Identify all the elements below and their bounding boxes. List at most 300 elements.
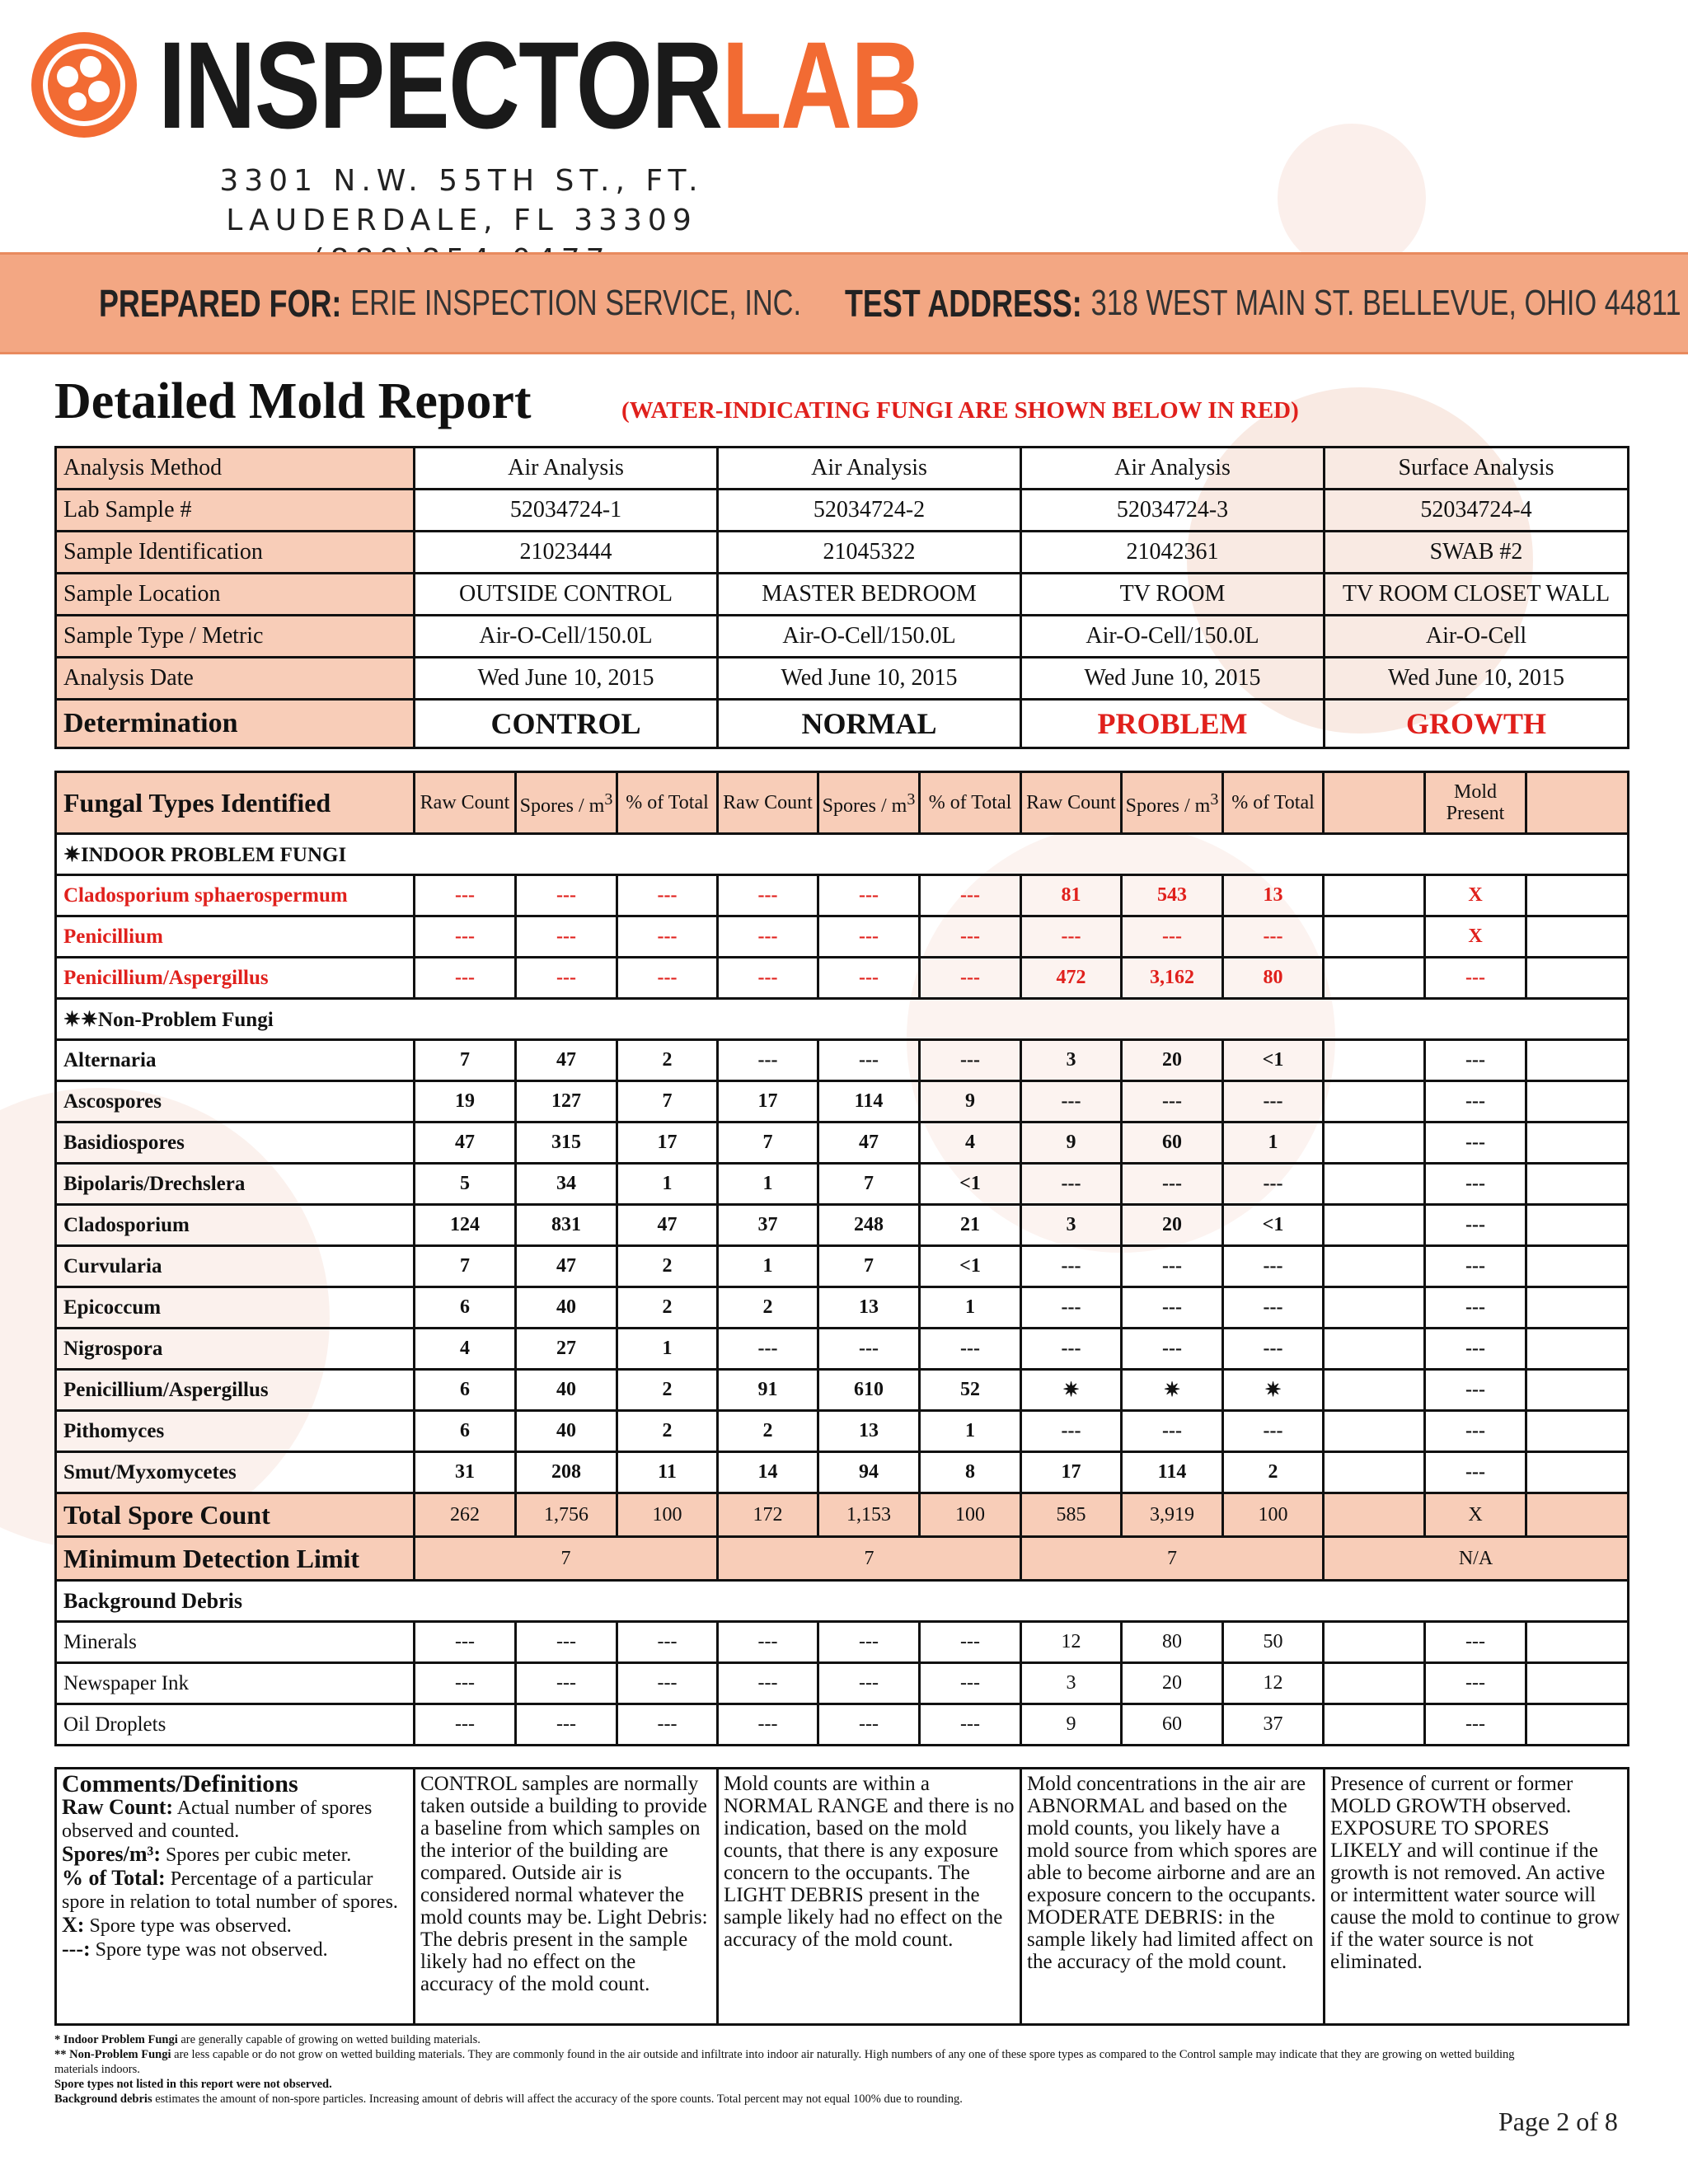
footnote-problem-fungi xyxy=(54,2032,1522,2047)
count-cell: 1 xyxy=(617,1329,718,1370)
count-cell: --- xyxy=(516,958,617,999)
fungus-row xyxy=(56,1411,1629,1452)
count-cell: 17 xyxy=(718,1081,818,1122)
summary-row xyxy=(56,490,1629,532)
determination-label: Determination xyxy=(56,700,415,748)
spores-header-sup: 3 xyxy=(604,790,613,808)
summary-value: TV ROOM CLOSET WALL xyxy=(1325,574,1629,616)
count-cell: 1 xyxy=(1223,1122,1324,1164)
fungus-name: Pithomyces xyxy=(56,1411,415,1452)
count-cell xyxy=(1526,1081,1629,1122)
count-cell xyxy=(1324,1081,1425,1122)
count-cell xyxy=(1324,1704,1425,1746)
count-cell: 2 xyxy=(617,1246,718,1287)
footnote-non-problem-fungi xyxy=(54,2047,1522,2077)
count-cell: 17 xyxy=(617,1122,718,1164)
count-cell: --- xyxy=(1122,916,1223,958)
count-cell: --- xyxy=(516,1622,617,1663)
count-cell: 2 xyxy=(617,1370,718,1411)
count-cell: 8 xyxy=(920,1452,1021,1493)
count-cell: 60 xyxy=(1122,1704,1223,1746)
summary-value: 52034724-2 xyxy=(718,490,1021,532)
count-cell: --- xyxy=(617,1663,718,1704)
count-cell xyxy=(1324,1040,1425,1081)
empty-header xyxy=(1526,772,1629,834)
fungus-name: Oil Droplets xyxy=(56,1704,415,1746)
count-cell: 6 xyxy=(415,1370,516,1411)
count-cell: --- xyxy=(920,1622,1021,1663)
spores-header-sup: 3 xyxy=(1210,790,1219,808)
fungus-name: Penicillium xyxy=(56,916,415,958)
count-cell: --- xyxy=(1425,1452,1526,1493)
count-cell xyxy=(1324,1370,1425,1411)
count-cell: --- xyxy=(920,1329,1021,1370)
count-cell: 19 xyxy=(415,1081,516,1122)
count-cell: 1 xyxy=(920,1411,1021,1452)
fungus-row xyxy=(56,1452,1629,1493)
count-cell: --- xyxy=(1223,1081,1324,1122)
mdl-value: 7 xyxy=(415,1537,718,1581)
footnotes xyxy=(54,2032,1522,2107)
count-cell xyxy=(1324,875,1425,916)
count-cell: --- xyxy=(617,916,718,958)
count-cell: 13 xyxy=(818,1411,920,1452)
count-cell: 3 xyxy=(1021,1040,1122,1081)
summary-value: Air-O-Cell/150.0L xyxy=(1021,616,1325,658)
summary-value: Air-O-Cell xyxy=(1325,616,1629,658)
footnote-text: are generally capable of growing on wetted building materials. xyxy=(177,2033,481,2046)
count-cell xyxy=(1324,1205,1425,1246)
count-cell: 9 xyxy=(920,1081,1021,1122)
count-cell: 47 xyxy=(516,1246,617,1287)
prepared-for-label: PREPARED FOR: xyxy=(99,282,342,325)
count-cell xyxy=(1526,958,1629,999)
count-cell xyxy=(1324,1122,1425,1164)
count-cell xyxy=(1526,1411,1629,1452)
footnote-text: are less capable or do not grow on wetted building materials. They are commonly found in the air outside and infiltrate into indoor air naturally. High numbers of any one of these spore types as compared to the Control sample may indicate that they are growing on wetted building materials indoors. xyxy=(54,2048,1515,2076)
count-cell: --- xyxy=(718,916,818,958)
fungus-name: Basidiospores xyxy=(56,1122,415,1164)
summary-value: Wed June 10, 2015 xyxy=(1021,658,1325,700)
summary-value: 21045322 xyxy=(718,532,1021,574)
prepared-for-value: ERIE INSPECTION SERVICE, INC. xyxy=(350,283,801,323)
count-cell: <1 xyxy=(920,1164,1021,1205)
count-cell: --- xyxy=(516,1704,617,1746)
count-cell: --- xyxy=(1425,1164,1526,1205)
empty-header xyxy=(1324,772,1425,834)
count-cell: 3 xyxy=(1021,1663,1122,1704)
dash-definition: Spore type was not observed. xyxy=(90,1939,328,1961)
count-cell: 7 xyxy=(718,1122,818,1164)
water-indicating-note: (WATER-INDICATING FUNGI ARE SHOWN BELOW IN RED) xyxy=(621,397,1299,424)
count-cell: --- xyxy=(1223,916,1324,958)
summary-value: Air-O-Cell/150.0L xyxy=(415,616,718,658)
fungal-header-row xyxy=(56,772,1629,834)
debris-row xyxy=(56,1663,1629,1704)
count-cell: 7 xyxy=(415,1246,516,1287)
fungal-header-title: Fungal Types Identified xyxy=(56,772,415,834)
count-cell: <1 xyxy=(1223,1040,1324,1081)
count-cell: 114 xyxy=(818,1081,920,1122)
footnote-term: ** Non-Problem Fungi xyxy=(54,2048,171,2061)
count-cell: --- xyxy=(415,1704,516,1746)
count-cell: 52 xyxy=(920,1370,1021,1411)
spores-header-text: Spores / m xyxy=(822,795,907,817)
fungus-name: Total Spore Count xyxy=(56,1493,415,1537)
count-cell: 13 xyxy=(1223,875,1324,916)
count-cell: 2 xyxy=(617,1287,718,1329)
count-cell: 100 xyxy=(1223,1493,1324,1537)
count-cell: --- xyxy=(516,875,617,916)
count-cell xyxy=(1324,916,1425,958)
count-cell: --- xyxy=(1021,1164,1122,1205)
mold-present-header: Mold Present xyxy=(1425,772,1526,834)
summary-value: 52034724-1 xyxy=(415,490,718,532)
determination-value: PROBLEM xyxy=(1021,700,1325,748)
count-cell: --- xyxy=(818,958,920,999)
prepared-for xyxy=(99,255,801,352)
report-title: Detailed Mold Report xyxy=(54,373,532,429)
count-cell xyxy=(1324,1287,1425,1329)
fungus-name: Curvularia xyxy=(56,1246,415,1287)
count-cell: 7 xyxy=(818,1164,920,1205)
count-cell: 127 xyxy=(516,1081,617,1122)
background-debris-section xyxy=(56,1581,1629,1622)
percent-header: % of Total xyxy=(617,772,718,834)
count-cell: 1 xyxy=(920,1287,1021,1329)
count-cell xyxy=(1324,1411,1425,1452)
footnote-term: * Indoor Problem Fungi xyxy=(54,2033,178,2046)
debris-row xyxy=(56,1622,1629,1663)
count-cell: --- xyxy=(1223,1287,1324,1329)
count-cell: 13 xyxy=(818,1287,920,1329)
count-cell: 40 xyxy=(516,1287,617,1329)
count-cell: --- xyxy=(1425,1411,1526,1452)
count-cell: --- xyxy=(617,875,718,916)
spores-header xyxy=(1122,772,1223,834)
count-cell: --- xyxy=(920,875,1021,916)
count-cell: --- xyxy=(1425,1329,1526,1370)
count-cell: 124 xyxy=(415,1205,516,1246)
count-cell xyxy=(1526,1493,1629,1537)
non-problem-fungi-section xyxy=(56,999,1629,1040)
count-cell: 3 xyxy=(1021,1205,1122,1246)
count-cell: --- xyxy=(1425,1287,1526,1329)
count-cell xyxy=(1526,1122,1629,1164)
count-cell xyxy=(1324,1329,1425,1370)
count-cell: --- xyxy=(1122,1329,1223,1370)
count-cell xyxy=(1526,1329,1629,1370)
count-cell: 831 xyxy=(516,1205,617,1246)
count-cell: 248 xyxy=(818,1205,920,1246)
dash-term: ---: xyxy=(62,1937,91,1961)
determination-value: NORMAL xyxy=(718,700,1021,748)
count-cell: 47 xyxy=(415,1122,516,1164)
definitions-cell xyxy=(56,1769,415,2025)
count-cell: 20 xyxy=(1122,1663,1223,1704)
summary-value: 21042361 xyxy=(1021,532,1325,574)
count-cell: --- xyxy=(415,875,516,916)
count-cell: --- xyxy=(1425,1040,1526,1081)
count-cell xyxy=(1324,1493,1425,1537)
summary-value: Wed June 10, 2015 xyxy=(1325,658,1629,700)
fungus-name: Cladosporium sphaerospermum xyxy=(56,875,415,916)
fungus-row xyxy=(56,1081,1629,1122)
count-cell: 12 xyxy=(1021,1622,1122,1663)
fungus-row xyxy=(56,1287,1629,1329)
count-cell: 2 xyxy=(617,1411,718,1452)
count-cell xyxy=(1526,1287,1629,1329)
count-cell: --- xyxy=(1223,1329,1324,1370)
count-cell: --- xyxy=(1021,1246,1122,1287)
summary-value: SWAB #2 xyxy=(1325,532,1629,574)
summary-label: Sample Type / Metric xyxy=(56,616,415,658)
count-cell: 9 xyxy=(1021,1122,1122,1164)
count-cell xyxy=(1526,875,1629,916)
count-cell: --- xyxy=(1021,1081,1122,1122)
footnote-term: Background debris xyxy=(54,2093,152,2106)
comments-definitions-table xyxy=(54,1767,1629,2026)
count-cell: 94 xyxy=(818,1452,920,1493)
footnote-background-debris xyxy=(54,2092,1522,2107)
count-cell: --- xyxy=(617,958,718,999)
determination-value: CONTROL xyxy=(415,700,718,748)
count-cell: X xyxy=(1425,875,1526,916)
count-cell: 543 xyxy=(1122,875,1223,916)
problem-fungus-row xyxy=(56,875,1629,916)
summary-value: Air Analysis xyxy=(718,448,1021,490)
count-cell: 2 xyxy=(718,1411,818,1452)
fungus-row xyxy=(56,1370,1629,1411)
summary-value: TV ROOM xyxy=(1021,574,1325,616)
spores-header xyxy=(516,772,617,834)
count-cell: --- xyxy=(415,916,516,958)
count-cell: --- xyxy=(920,1040,1021,1081)
fungus-name: Newspaper Ink xyxy=(56,1663,415,1704)
count-cell xyxy=(1526,1663,1629,1704)
count-cell: --- xyxy=(617,1704,718,1746)
count-cell: --- xyxy=(818,1040,920,1081)
footnote-not-listed xyxy=(54,2077,1522,2092)
count-cell: 12 xyxy=(1223,1663,1324,1704)
count-cell: 20 xyxy=(1122,1205,1223,1246)
count-cell xyxy=(1526,1452,1629,1493)
summary-label: Analysis Date xyxy=(56,658,415,700)
count-cell xyxy=(1526,916,1629,958)
logo xyxy=(30,15,1112,155)
prepared-for-band xyxy=(0,252,1688,354)
count-cell: 5 xyxy=(415,1164,516,1205)
brand-name-part1: INSPECTOR xyxy=(158,16,722,154)
fungal-types-table xyxy=(54,771,1629,1746)
count-cell: 3,919 xyxy=(1122,1493,1223,1537)
section-label: ✷INDOOR PROBLEM FUNGI xyxy=(56,834,1629,875)
fungus-name: Minerals xyxy=(56,1622,415,1663)
fungus-name: Alternaria xyxy=(56,1040,415,1081)
count-cell: 81 xyxy=(1021,875,1122,916)
count-cell: 11 xyxy=(617,1452,718,1493)
count-cell: 20 xyxy=(1122,1040,1223,1081)
count-cell: --- xyxy=(718,875,818,916)
count-cell: --- xyxy=(1223,1246,1324,1287)
mdl-value: N/A xyxy=(1324,1537,1629,1581)
count-cell: 100 xyxy=(920,1493,1021,1537)
count-cell: 2 xyxy=(617,1040,718,1081)
count-cell xyxy=(1324,1164,1425,1205)
footnote-term: Spore types not listed in this report were not observed. xyxy=(54,2078,332,2091)
problem-fungus-row xyxy=(56,916,1629,958)
raw-count-term: Raw Count: xyxy=(62,1795,174,1819)
count-cell: 50 xyxy=(1223,1622,1324,1663)
count-cell: --- xyxy=(718,1704,818,1746)
count-cell: --- xyxy=(718,1329,818,1370)
count-cell: 80 xyxy=(1122,1622,1223,1663)
count-cell: 4 xyxy=(920,1122,1021,1164)
count-cell: 60 xyxy=(1122,1122,1223,1164)
count-cell: --- xyxy=(1425,958,1526,999)
x-term: X: xyxy=(62,1913,85,1937)
count-cell: 9 xyxy=(1021,1704,1122,1746)
percent-definition: Percentage of a particular spore in relation to total number of spores. xyxy=(62,1868,398,1913)
debris-row xyxy=(56,1704,1629,1746)
count-cell: X xyxy=(1425,916,1526,958)
paw-logo-icon xyxy=(30,30,138,139)
comment-growth: Presence of current or former MOLD GROWTH observed. EXPOSURE TO SPORES LIKELY and will continue if the growth is not removed. An active or intermittent water source will cause the mold to continue to grow if the water source is not eliminated. xyxy=(1325,1769,1629,2025)
fungus-name: Ascospores xyxy=(56,1081,415,1122)
problem-fungi-section xyxy=(56,834,1629,875)
count-cell: --- xyxy=(1223,1411,1324,1452)
percent-header: % of Total xyxy=(1223,772,1324,834)
footnote-text: estimates the amount of non-spore particles. Increasing amount of debris will affect the accuracy of the spore counts. Total percent may not equal 100% due to rounding. xyxy=(152,2093,963,2106)
fungus-name: Nigrospora xyxy=(56,1329,415,1370)
count-cell: ✷ xyxy=(1223,1370,1324,1411)
count-cell: X xyxy=(1425,1493,1526,1537)
count-cell: --- xyxy=(1122,1411,1223,1452)
count-cell xyxy=(1324,1622,1425,1663)
determination-value: GROWTH xyxy=(1325,700,1629,748)
count-cell: 1 xyxy=(718,1246,818,1287)
count-cell xyxy=(1526,1370,1629,1411)
count-cell: 3,162 xyxy=(1122,958,1223,999)
count-cell: 585 xyxy=(1021,1493,1122,1537)
count-cell xyxy=(1526,1164,1629,1205)
count-cell: 262 xyxy=(415,1493,516,1537)
sample-summary-table xyxy=(54,446,1629,749)
count-cell: --- xyxy=(1425,1663,1526,1704)
summary-value: Wed June 10, 2015 xyxy=(415,658,718,700)
count-cell: --- xyxy=(516,916,617,958)
mdl-value: 7 xyxy=(1021,1537,1324,1581)
page-number: Page 2 of 8 xyxy=(1498,2107,1618,2136)
raw-count-header: Raw Count xyxy=(415,772,516,834)
count-cell: 610 xyxy=(818,1370,920,1411)
mdl-label: Minimum Detection Limit xyxy=(56,1537,415,1581)
section-label: ✷✷Non-Problem Fungi xyxy=(56,999,1629,1040)
spores-definition: Spores per cubic meter. xyxy=(160,1844,352,1866)
summary-label: Sample Identification xyxy=(56,532,415,574)
count-cell: --- xyxy=(617,1622,718,1663)
percent-header: % of Total xyxy=(920,772,1021,834)
count-cell: 6 xyxy=(415,1411,516,1452)
count-cell: 100 xyxy=(617,1493,718,1537)
count-cell: 472 xyxy=(1021,958,1122,999)
count-cell xyxy=(1526,1622,1629,1663)
count-cell: 315 xyxy=(516,1122,617,1164)
count-cell: 7 xyxy=(415,1040,516,1081)
raw-count-header: Raw Count xyxy=(718,772,818,834)
count-cell: --- xyxy=(1425,1370,1526,1411)
summary-value: Air Analysis xyxy=(415,448,718,490)
percent-term: % of Total: xyxy=(62,1866,166,1890)
count-cell: --- xyxy=(1122,1081,1223,1122)
count-cell: 1,153 xyxy=(818,1493,920,1537)
spores-term: Spores/m³: xyxy=(62,1842,161,1866)
count-cell: --- xyxy=(1021,916,1122,958)
summary-row xyxy=(56,658,1629,700)
count-cell: --- xyxy=(818,1663,920,1704)
count-cell xyxy=(1526,1040,1629,1081)
count-cell: --- xyxy=(718,1040,818,1081)
count-cell: --- xyxy=(920,1704,1021,1746)
count-cell: 7 xyxy=(818,1246,920,1287)
summary-row xyxy=(56,574,1629,616)
comment-control: CONTROL samples are normally taken outside a building to provide a baseline from which samples on the interior of the building are compared. Outside air is considered normal whatever the mold counts may be. Light Debris: The debris present in the sample likely had no effect on the accuracy of the mold count. xyxy=(415,1769,718,2025)
spores-header-text: Spores / m xyxy=(1125,795,1211,817)
count-cell: 21 xyxy=(920,1205,1021,1246)
count-cell: --- xyxy=(1425,1081,1526,1122)
fungus-name: Penicillium/Aspergillus xyxy=(56,1370,415,1411)
count-cell xyxy=(1324,1246,1425,1287)
fungus-name: Cladosporium xyxy=(56,1205,415,1246)
count-cell: --- xyxy=(818,916,920,958)
count-cell: 17 xyxy=(1021,1452,1122,1493)
count-cell: --- xyxy=(1425,1622,1526,1663)
problem-fungus-row xyxy=(56,958,1629,999)
address-line: 3301 N.W. 55TH ST., FT. LAUDERDALE, FL 33309 xyxy=(219,164,704,237)
count-cell: --- xyxy=(920,958,1021,999)
count-cell: --- xyxy=(516,1663,617,1704)
count-cell: ✷ xyxy=(1122,1370,1223,1411)
count-cell: <1 xyxy=(920,1246,1021,1287)
count-cell: --- xyxy=(1021,1411,1122,1452)
brand-name xyxy=(158,16,921,154)
summary-value: MASTER BEDROOM xyxy=(718,574,1021,616)
count-cell: --- xyxy=(718,1622,818,1663)
test-address-label: TEST ADDRESS: xyxy=(845,282,1082,325)
mdl-value: 7 xyxy=(718,1537,1021,1581)
summary-value: 21023444 xyxy=(415,532,718,574)
count-cell: 47 xyxy=(516,1040,617,1081)
count-cell: --- xyxy=(818,1329,920,1370)
count-cell: --- xyxy=(1425,1205,1526,1246)
raw-count-definition: Actual number of spores observed and counted. xyxy=(62,1797,373,1842)
comments-heading: Comments/Definitions xyxy=(62,1770,298,1797)
comment-normal: Mold counts are within a NORMAL RANGE and there is no indication, based on the mold counts, that there is any exposure concern to the occupants. The LIGHT DEBRIS present in the sample likely had no effect on the accuracy of the mold count. xyxy=(718,1769,1021,2025)
summary-value: OUTSIDE CONTROL xyxy=(415,574,718,616)
total-spore-count-row xyxy=(56,1493,1629,1537)
count-cell: --- xyxy=(920,916,1021,958)
count-cell: --- xyxy=(718,1663,818,1704)
summary-row xyxy=(56,532,1629,574)
brand-name-part2: LAB xyxy=(721,16,921,154)
count-cell: 47 xyxy=(818,1122,920,1164)
count-cell: --- xyxy=(1021,1329,1122,1370)
x-definition: Spore type was observed. xyxy=(84,1915,292,1937)
fungus-name: Smut/Myxomycetes xyxy=(56,1452,415,1493)
fungus-row xyxy=(56,1329,1629,1370)
fungus-row xyxy=(56,1164,1629,1205)
minimum-detection-limit-row xyxy=(56,1537,1629,1581)
